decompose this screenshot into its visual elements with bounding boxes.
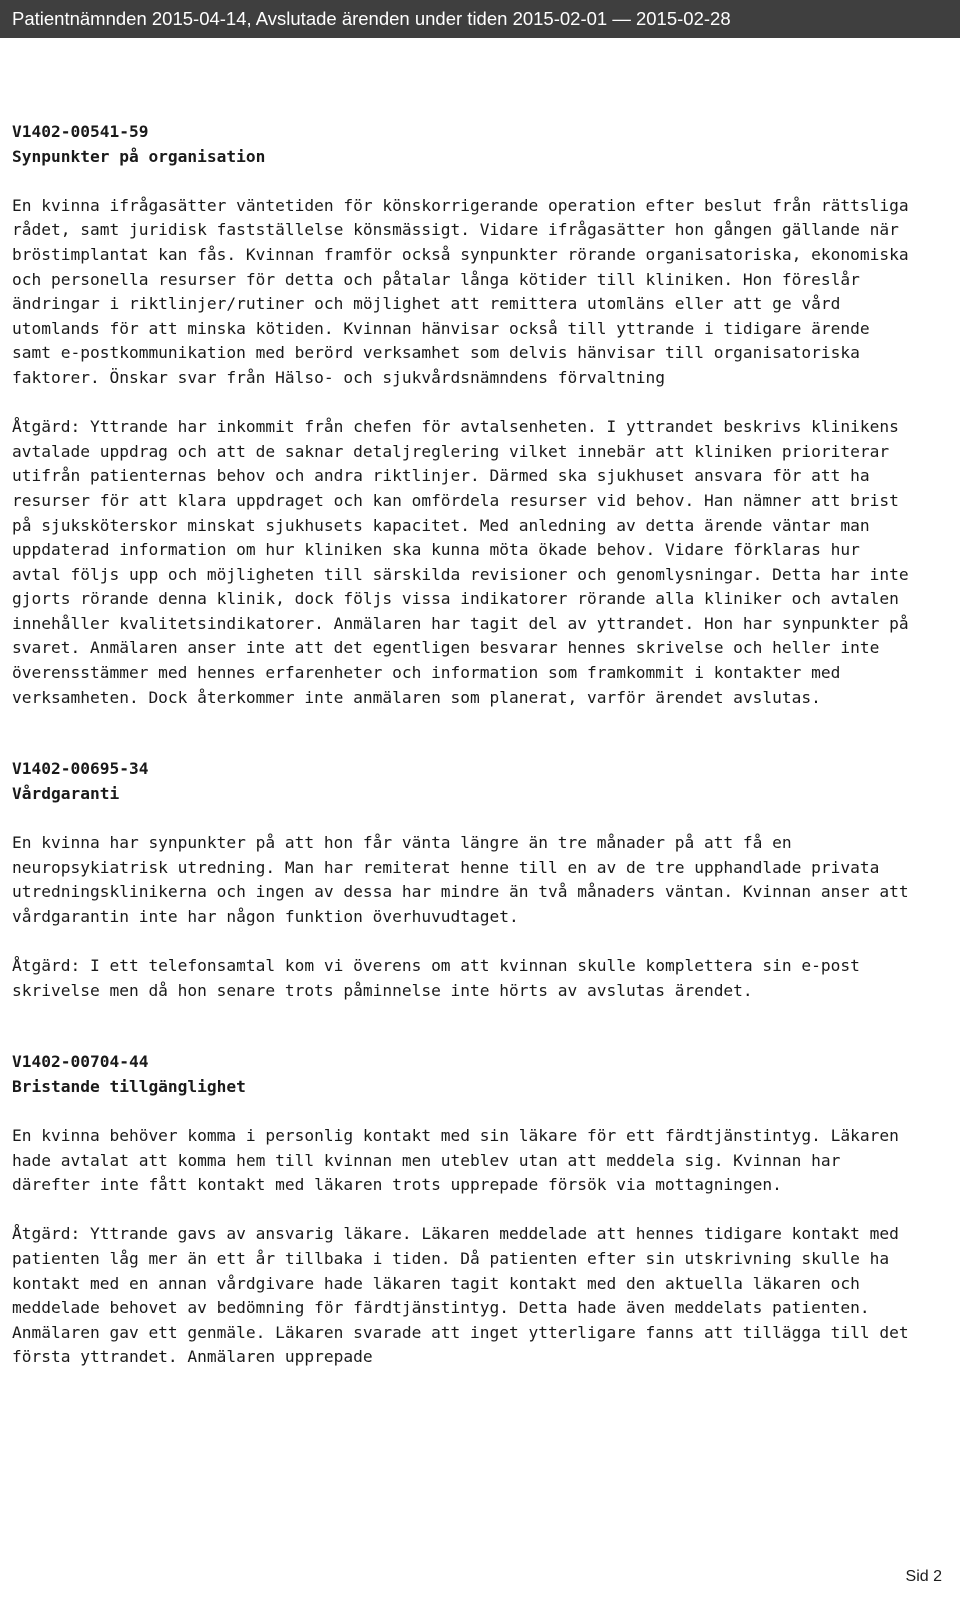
page-header-title: Patientnämnden 2015-04-14, Avslutade ärenden under tiden 2015-02-01 — 2015-02-28 bbox=[12, 8, 731, 29]
page-header bbox=[0, 0, 960, 38]
case-description: En kvinna behöver komma i personlig kontakt med sin läkare för ett färdtjänstintyg. Läkaren hade avtalat att komma hem till kvinnan men uteblev utan att meddela sig. Kvinnan har därefter inte fått kontakt med läkaren trots upprepade försök via mottagningen. bbox=[12, 1125, 899, 1195]
case-action: Åtgärd: Yttrande har inkommit från chefen för avtalsenheten. I yttrandet beskrivs klinikens avtalade uppdrag och att de saknar detaljreglering vilket innebär att kliniken prioriterar utifrån patienternas behov och andra riktlinjer. Därmed ska sjukhuset ansvara för att ha resurser för att klara uppdraget och kan omfördela resurser vid behov. Han nämner att brist på sjuksköterskor minskat sjukhusets kapacitet. Med anledning av detta ärende väntar man uppdaterad information om hur kliniken ska kunna möta ökade behov. Vidare förklaras hur avtal följs upp och möjligheten till särskilda revisioner och genomlysningar. Detta har inte gjorts rörande denna klinik, dock följs vissa indikatorer rörande alla kliniker och avtalen innehåller kvalitetsindikatorer. Anmälaren har tagit del av yttrandet. Hon har synpunkter på svaret. Anmälaren anser inte att det egentligen besvarar hennes skrivelse och heller inte överensstämmer med hennes erfarenheter och information som framkommit i kontakter med verksamheten. Dock återkommer inte anmälaren som planerat, varför ärendet avslutas. bbox=[12, 417, 909, 707]
case-title: Synpunkter på organisation bbox=[12, 146, 266, 166]
case-id: V1402-00541-59 bbox=[12, 122, 149, 141]
case-action: Åtgärd: I ett telefonsamtal kom vi överens om att kvinnan skulle komplettera sin e-post skrivelse men då hon senare trots påminnelse inte hörts av avslutas ärendet. bbox=[12, 956, 860, 1000]
case-entry bbox=[12, 1050, 912, 1370]
case-entry bbox=[12, 757, 912, 1003]
page-number bbox=[906, 1568, 942, 1586]
document-body bbox=[12, 120, 912, 1417]
case-action: Åtgärd: Yttrande gavs av ansvarig läkare. Läkaren meddelade att hennes tidigare kontakt med patienten låg mer än ett år tillbaka i tiden. Då patienten efter sin utskrivning skulle ha kontakt med en annan vårdgivare hade läkaren tagit kontakt med den aktuella läkaren och meddelade behovet av bedömning för färdtjänstintyg. Detta hade även meddelats patienten. Anmälaren gav ett genmäle. Läkaren svarade att inget ytterligare fanns att tillägga till det första yttrandet. Anmälaren upprepade bbox=[12, 1224, 909, 1367]
case-description: En kvinna har synpunkter på att hon får vänta längre än tre månader på att få en neuropsykiatrisk utredning. Man har remiterat henne till en av de tre upphandlade privata utredningsklinikerna och ingen av dessa har mindre än två månaders väntan. Kvinnan anser att vårdgarantin inte har någon funktion överhuvudtaget. bbox=[12, 833, 909, 926]
case-entry bbox=[12, 120, 912, 710]
case-id: V1402-00695-34 bbox=[12, 759, 149, 779]
page-number-label: Sid 2 bbox=[905, 1568, 942, 1585]
case-id: V1402-00704-44 bbox=[12, 1052, 149, 1072]
case-description: En kvinna ifrågasätter väntetiden för könskorrigerande operation efter beslut från rättsliga rådet, samt juridisk fastställelse könsmässigt. Vidare ifrågasätter hon gången gällande när bröstimplantat kan fås. Kvinnan framför också synpunkter rörande organisatoriska, ekonomiska och personella resurser för detta och påtalar långa kötider till kliniken. Hon föreslår ändringar i riktlinjer/rutiner och möjlighet att remittera utomläns eller att ge vård utomlands för att minska kötiden. Kvinnan hänvisar också till yttrande i tidigare ärende samt e-postkommunikation med berörd verksamhet som delvis hänvisar till organisatoriska faktorer. Önskar svar från Hälso- och sjukvårdsnämndens förvaltning bbox=[12, 195, 909, 387]
case-title: Bristande tillgänglighet bbox=[12, 1076, 246, 1096]
case-title: Vårdgaranti bbox=[12, 783, 120, 803]
